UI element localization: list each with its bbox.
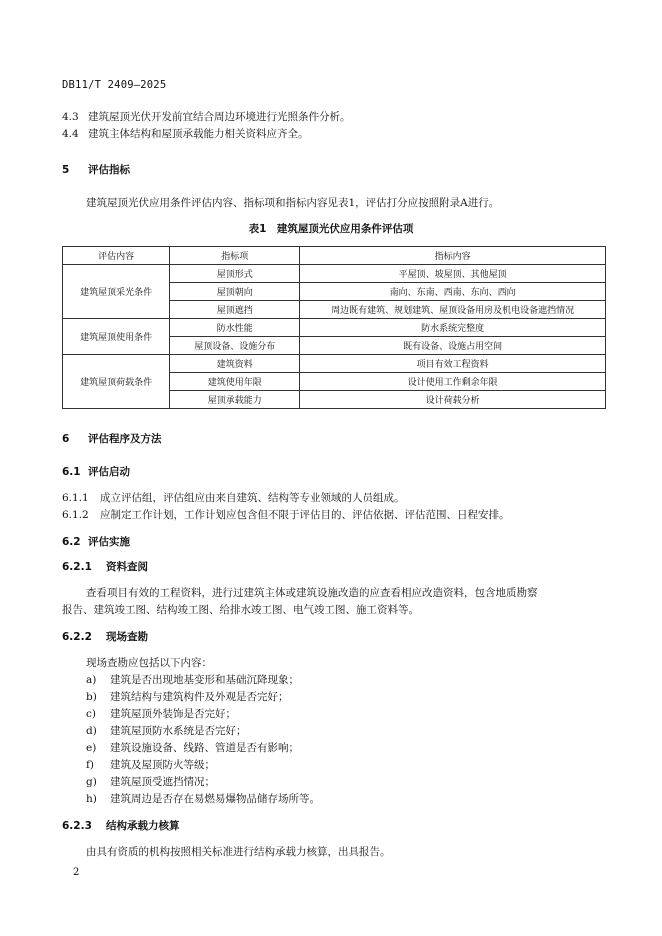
section-5-heading: 5 评估指标 <box>62 164 130 176</box>
table-category-cell: 建筑屋顶使用条件 <box>63 319 170 355</box>
table-item-cell: 屋顶设备、设施分布 <box>170 337 300 355</box>
section-6-2-3-heading: 6.2.3 结构承载力核算 <box>62 820 180 832</box>
section-6-2-heading: 6.2 评估实施 <box>62 536 130 548</box>
table-item-cell: 屋顶朝向 <box>170 283 300 301</box>
clause-4-3: 4.3 建筑屋顶光伏开发前宜结合周边环境进行光照条件分析。 <box>62 111 351 123</box>
table-header-cell: 指标内容 <box>300 247 606 265</box>
standard-code: DB11/T 2409—2025 <box>62 79 167 91</box>
section-6-heading: 6 评估程序及方法 <box>62 433 162 445</box>
table-row <box>63 265 606 283</box>
table-content-cell: 项目有效工程资料 <box>300 355 606 373</box>
list-item: b) 建筑结构与建筑构件及外观是否完好； <box>86 691 289 703</box>
table-row <box>63 355 606 373</box>
section-6-2-1-heading: 6.2.1 资料查阅 <box>62 561 148 573</box>
list-item: h) 建筑周边是否存在易燃易爆物品储存场所等。 <box>86 793 320 805</box>
section-6-2-3-paragraph: 由具有资质的机构按照相关标准进行结构承载力核算，出具报告。 <box>86 846 391 858</box>
table-content-cell: 平屋顶、坡屋顶、其他屋顶 <box>300 265 606 283</box>
list-item: f) 建筑及屋顶防火等级； <box>86 759 215 771</box>
table-content-cell: 设计荷载分析 <box>300 391 606 409</box>
table-category-cell: 建筑屋顶荷载条件 <box>63 355 170 409</box>
table-title: 表1 建筑屋顶光伏应用条件评估项 <box>248 223 414 235</box>
table-row <box>63 319 606 337</box>
list-item: e) 建筑设施设备、线路、管道是否有影响； <box>86 742 299 754</box>
table-content-cell: 防水系统完整度 <box>300 319 606 337</box>
table-content-cell: 既有设备、设施占用空间 <box>300 337 606 355</box>
table-item-cell: 屋顶承载能力 <box>170 391 300 409</box>
table-header-cell: 评估内容 <box>63 247 170 265</box>
table-item-cell: 屋顶形式 <box>170 265 300 283</box>
list-item: d) 建筑屋顶防水系统是否完好； <box>86 725 247 737</box>
list-item: a) 建筑是否出现地基变形和基础沉降现象； <box>86 674 299 686</box>
table-item-cell: 建筑使用年限 <box>170 373 300 391</box>
section-6-2-2-heading: 6.2.2 现场查勘 <box>62 631 148 643</box>
table-header-cell: 指标项 <box>170 247 300 265</box>
clause-4-4: 4.4 建筑主体结构和屋顶承载能力相关资料应齐全。 <box>62 128 309 140</box>
table-item-cell: 防水性能 <box>170 319 300 337</box>
section-6-2-2-intro: 现场查勘应包括以下内容： <box>86 657 212 669</box>
table-item-cell: 屋顶遮挡 <box>170 301 300 319</box>
evaluation-table <box>62 246 606 409</box>
section-6-2-1-paragraph-line1: 查看项目有效的工程资料，进行过建筑主体或建筑设施改造的应查看相应改造资料，包含地质勘察 <box>86 587 538 599</box>
table-content-cell: 设计使用工作剩余年限 <box>300 373 606 391</box>
table-content-cell: 周边既有建筑、规划建筑、屋顶设备用房及机电设备遮挡情况 <box>300 301 606 319</box>
clause-6-1-2: 6.1.2 应制定工作计划，工作计划应包含但不限于评估目的、评估依据、评估范围、日程安排。 <box>62 509 510 521</box>
section-6-2-1-paragraph-line2: 报告、建筑竣工图、结构竣工图、给排水竣工图、电气竣工图、施工资料等。 <box>62 604 419 616</box>
list-item: g) 建筑屋顶受遮挡情况； <box>86 776 215 788</box>
table-category-cell: 建筑屋顶采光条件 <box>63 265 170 319</box>
table-header-row <box>63 247 606 265</box>
list-item: c) 建筑屋顶外装饰是否完好； <box>86 708 236 720</box>
section-5-paragraph: 建筑屋顶光伏应用条件评估内容、指标项和指标内容见表1，评估打分应按照附录A进行。 <box>86 197 500 209</box>
page-number: 2 <box>73 867 80 878</box>
table-item-cell: 建筑资料 <box>170 355 300 373</box>
clause-6-1-1: 6.1.1 成立评估组，评估组应由来自建筑、结构等专业领域的人员组成。 <box>62 492 405 504</box>
section-6-1-heading: 6.1 评估启动 <box>62 466 130 478</box>
table-content-cell: 南向、东南、西南、东向、西向 <box>300 283 606 301</box>
